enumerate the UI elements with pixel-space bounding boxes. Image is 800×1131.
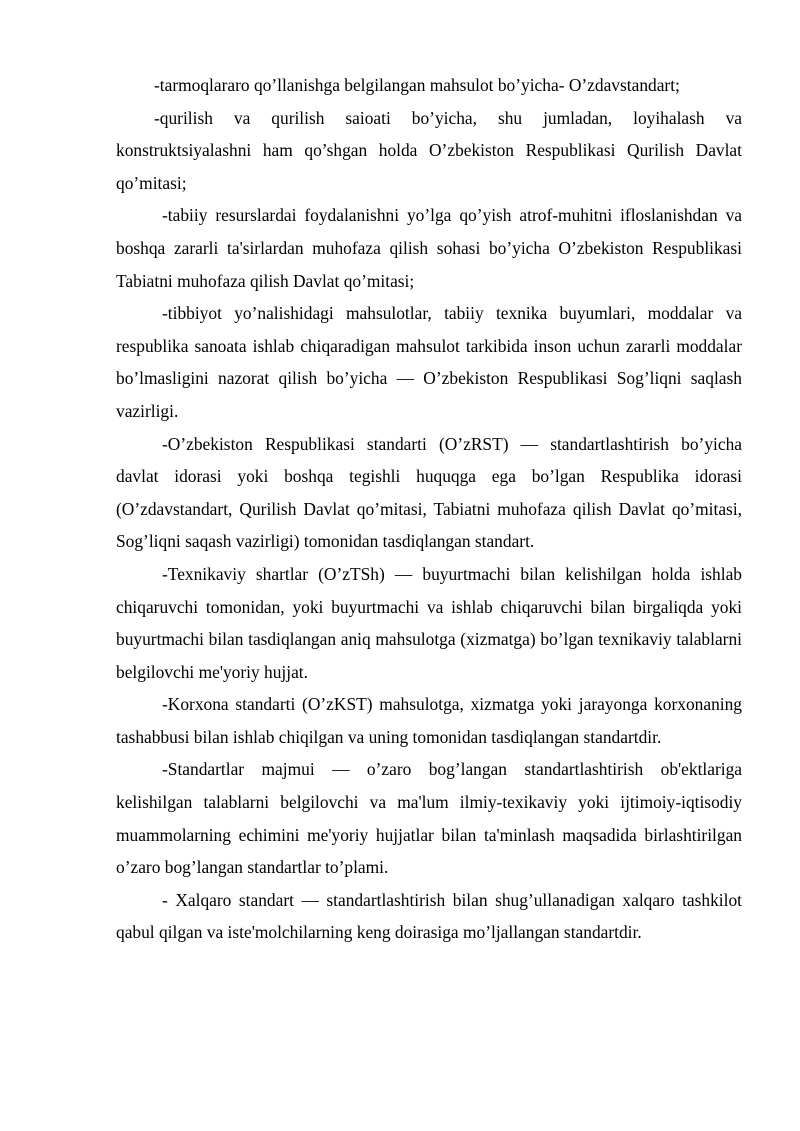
paragraph-5: -O’zbekiston Respublikasi standarti (O’zRST) — standartlashtirish bo’yicha davlat idorasi yoki boshqa tegishli huquqga ega bo’lgan Respublika idorasi (O’zdavstandart, Qurilish Davlat qo’mitasi, Tabiatni muhofaza qilish Davlat qo’mitasi, Sog’liqni saqash vazirligi) tomonidan tasdiqlangan standart.: [116, 433, 742, 552]
paragraph-7: -Korxona standarti (O’zKST) mahsulotga, xizmatga yoki jarayonga korxonaning tashabbusi bilan ishlab chiqilgan va uning tomonidan tasdiqlangan standartdir.: [116, 694, 742, 747]
paragraph-9: - Xalqaro standart — standartlashtirish bilan shug’ullanadigan xalqaro tashkilot qabul qilgan va iste'molchilarning keng doirasiga mo’ljallangan standartdir.: [116, 889, 742, 943]
paragraph-2: -qurilish va qurilish saioati bo’yicha, shu jumladan, loyihalash va konstruktsiyalashni ham qo’shgan holda O’zbekiston Respublikasi Qurilish Davlat qo’mitasi;: [116, 107, 742, 193]
document-body: [116, 69, 742, 949]
paragraph-3: -tabiiy resurslardai foydalanishni yo’lga qo’yish atrof-muhitni ifloslanishdan va boshqa zararli ta'sirlardan muhofaza qilish sohasi bo’yicha O’zbekiston Respublikasi Tabiatni muhofaza qilish Davlat qo’mitasi;: [116, 205, 742, 291]
paragraph-1: -tarmoqlararo qo’llanishga belgilangan mahsulot bo’yicha- O’zdavstandart;: [154, 75, 680, 95]
paragraph-4: -tibbiyot yo’nalishidagi mahsulotlar, tabiiy texnika buyumlari, moddalar va respublika sanoata ishlab chiqaradigan mahsulot tarkibida inson uchun zararli moddalar bo’lmasligini nazorat qilish bo’yicha — O’zbekiston Respublikasi Sog’liqni saqlash vazirligi.: [116, 303, 742, 421]
paragraph-8: -Standartlar majmui — o’zaro bog’langan standartlashtirish ob'ektlariga kelishilgan talablarni belgilovchi va ma'lum ilmiy-texikaviy yoki ijtimoiy-iqtisodiy muammolarning echimini me'yoriy hujjatlar bilan ta'minlash maqsadida birlashtirilgan o’zaro bog’langan standartlar to’plami.: [116, 759, 742, 878]
paragraph-6: -Texnikaviy shartlar (O’zTSh) — buyurtmachi bilan kelishilgan holda ishlab chiqaruvchi tomonidan, yoki buyurtmachi va ishlab chiqaruvchi bilan birgaliqda yoki buyurtmachi bilan tasdiqlangan aniq mahsulotga (xizmatga) bo’lgan texnikaviy talablarni belgilovchi me'yoriy hujjat.: [116, 563, 742, 682]
